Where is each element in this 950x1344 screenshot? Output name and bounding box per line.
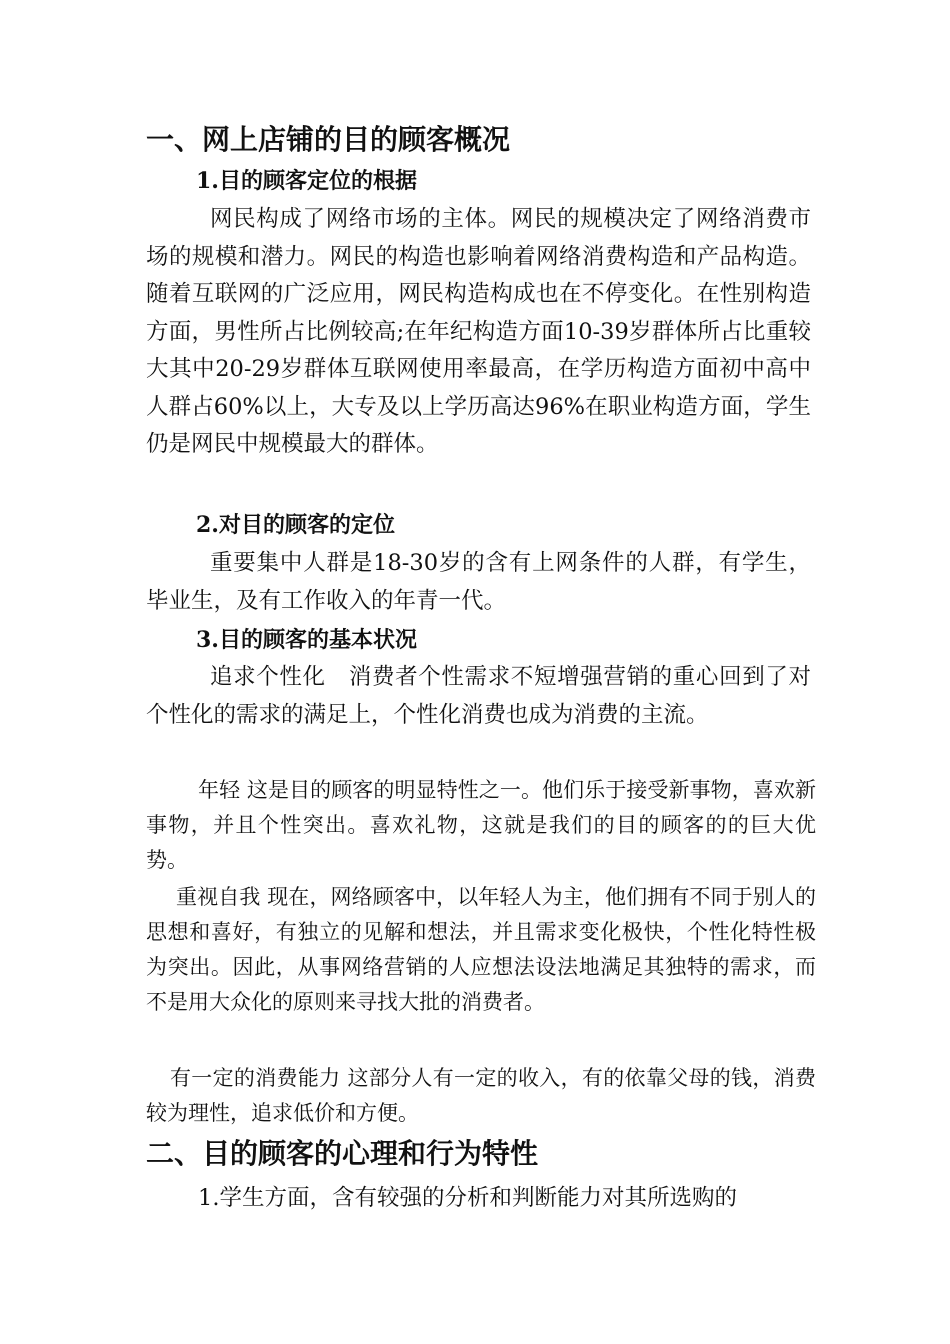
paragraph-self-focus: 重视自我 现在，网络顾客中，以年轻人为主，他们拥有不同于别人的思想和喜好，有独立的见解和想法，并且需求变化极快，个性化特性极为突出。因此，从事网络营销的人应想法设法地满足其独特的需求，而不是用大众化的原则来寻找大批的消费者。 bbox=[146, 885, 816, 1014]
section-heading-2: 二、目的顾客的心理和行为特性 bbox=[146, 1137, 539, 1170]
subsection-title-1-3: 3.目的顾客的基本状况 bbox=[196, 627, 417, 653]
paragraph-personalization: 追求个性化 消费者个性需求不短增强营销的重心回到了对个性化的需求的满足上，个性化消费也成为消费的主流。 bbox=[146, 664, 811, 728]
paragraph-young: 年轻 这是目的顾客的明显特性之一。他们乐于接受新事物，喜欢新事物，并且个性突出。喜欢礼物，这就是我们的目的顾客的的巨大优势。 bbox=[146, 778, 816, 872]
section-heading-1: 一、网上店铺的目的顾客概况 bbox=[146, 123, 511, 156]
subsection-title-1-2: 2.对目的顾客的定位 bbox=[196, 512, 395, 538]
paragraph-target-basis: 网民构成了网络市场的主体。网民的规模决定了网络消费市场的规模和潜力。网民的构造也影响着网络消费构造和产品构造。随着互联网的广泛应用，网民构造构成也在不停变化。在性别构造方面，男性所占比例较高;在年纪构造方面10-39岁群体所占比重较大其中20-29岁群体互联网使用率最高，在学历构造方面初中高中人群占60%以上，大专及以上学历高达96%在职业构造方面，学生仍是网民中规模最大的群体。 bbox=[146, 206, 811, 457]
paragraph-target-positioning: 重要集中人群是18-30岁的含有上网条件的人群，有学生，毕业生，及有工作收入的年青一代。 bbox=[146, 550, 811, 614]
paragraph-spending-power: 有一定的消费能力 这部分人有一定的收入，有的依靠父母的钱，消费较为理性，追求低价和方便。 bbox=[146, 1066, 816, 1125]
paragraph-students: 1.学生方面，含有较强的分析和判断能力对其所选购的 bbox=[198, 1185, 737, 1211]
subsection-title-1-1: 1.目的顾客定位的根据 bbox=[196, 168, 417, 194]
